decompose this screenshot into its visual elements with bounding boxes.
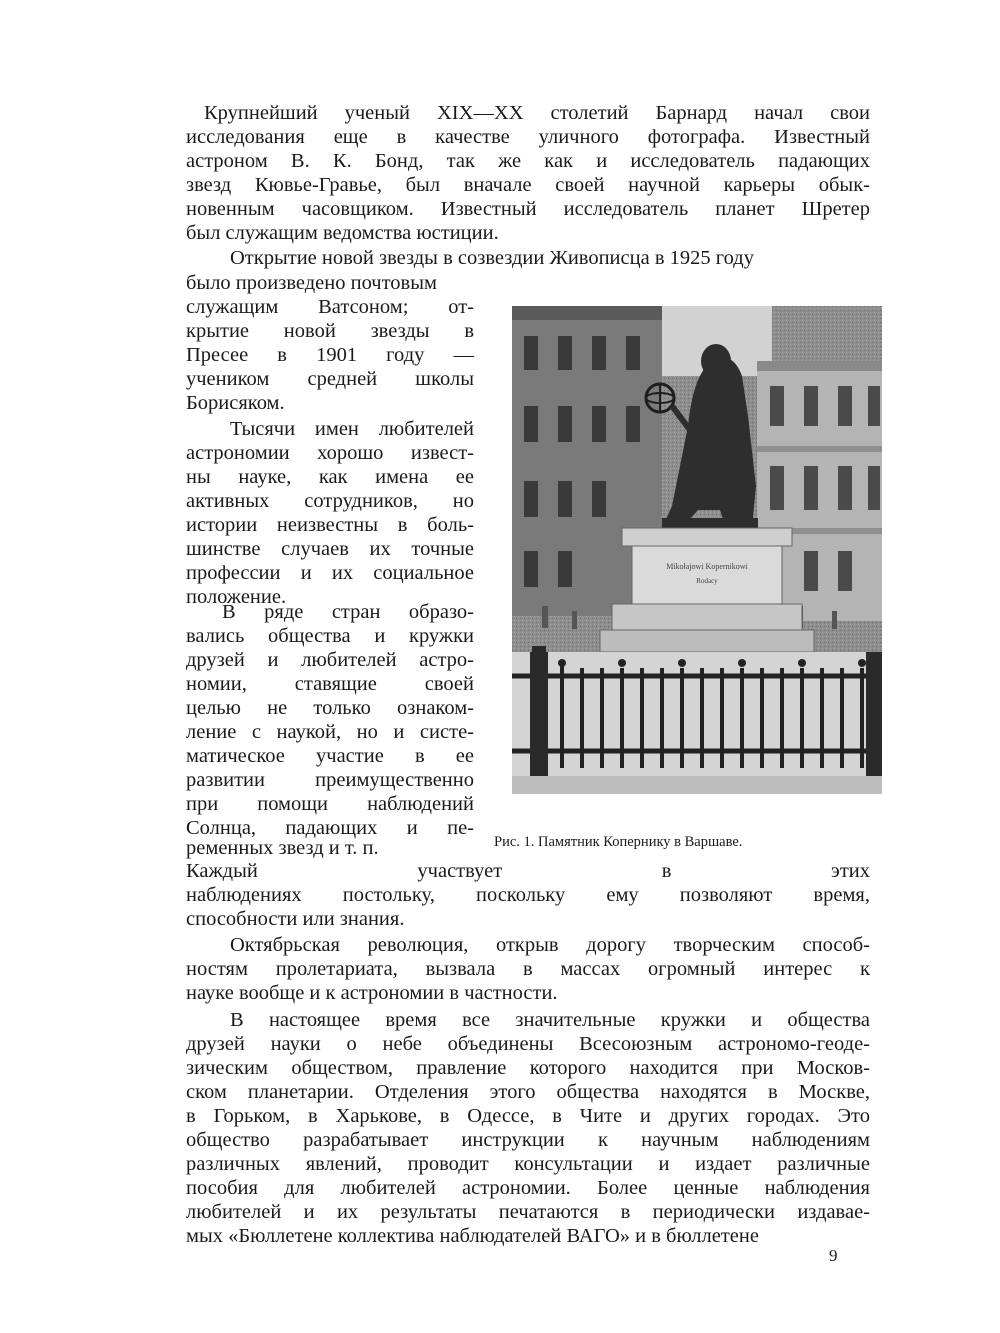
- text-line: ление с наукой, но и систе-: [186, 721, 474, 743]
- text-line: друзей и любителей астро-: [186, 649, 474, 671]
- text-line: общество разрабатывает инструкции к научным наблюдениям: [186, 1129, 870, 1151]
- text-line: новенным часовщиком. Известный исследователь планет Шретер: [186, 198, 870, 220]
- page-number: 9: [829, 1246, 838, 1265]
- text-line: Каждый участвует в этих: [186, 860, 870, 882]
- text-line: ностям пролетариата, вызвала в массах огромный интерес к: [186, 958, 870, 980]
- text-line: истории неизвестны в боль-: [186, 514, 474, 536]
- text-line: Крупнейший ученый XIX—XX столетий Барнард начал свои: [204, 102, 870, 124]
- text-line: был служащим ведомства юстиции.: [186, 222, 499, 244]
- text-line: было произведено почтовым: [186, 272, 437, 294]
- text-line: исследования еще в качестве уличного фотографа. Известный: [186, 126, 870, 148]
- text-line: крытие новой звезды в: [186, 320, 474, 342]
- text-line: целью не только ознаком-: [186, 697, 474, 719]
- copernicus-monument-photo: [512, 306, 882, 794]
- text-line: Борисяком.: [186, 392, 285, 414]
- text-line: астрономии хорошо извест-: [186, 442, 474, 464]
- text-line: положение.: [186, 586, 287, 608]
- text-line: друзей науки о небе объединены Всесоюзным астрономо-геоде-: [186, 1033, 870, 1055]
- text-line: Открытие новой звезды в созвездии Живописца в 1925 году: [230, 247, 754, 269]
- text-line: звезд Кювье-Гравье, был вначале своей научной карьеры обык-: [186, 174, 870, 196]
- text-line: ременных звезд и т. п.: [186, 837, 379, 859]
- text-line: любителей и их результаты печатаются в периодически издавае-: [186, 1201, 870, 1223]
- text-line: различных явлений, проводит консультации и издает различные: [186, 1153, 870, 1175]
- text-line: матическое участие в ее: [186, 745, 474, 767]
- text-line: развитии преимущественно: [186, 769, 474, 791]
- text-line: Октябрьская революция, открыв дорогу творческим способ-: [230, 934, 870, 956]
- text-line: Пресее в 1901 году —: [186, 344, 474, 366]
- text-line: ском планетарии. Отделения этого общества находятся в Москве,: [186, 1081, 870, 1103]
- text-line: шинстве случаев их точные: [186, 538, 474, 560]
- text-line: профессии и их социальное: [186, 562, 474, 584]
- text-line: наблюдениях постольку, поскольку ему позволяют время,: [186, 884, 870, 906]
- text-line: активных сотрудников, но: [186, 490, 474, 512]
- figure-caption: Рис. 1. Памятник Копернику в Варшаве.: [494, 834, 743, 850]
- text-line: вались общества и кружки: [186, 625, 474, 647]
- text-line: астроном В. К. Бонд, так же как и исследователь падающих: [186, 150, 870, 172]
- pedestal-inscription-line: Rodacy: [696, 577, 718, 585]
- pedestal-inscription-line: Mikołajowi Kopernikowi: [666, 562, 748, 571]
- text-line: пособия для любителей астрономии. Более ценные наблюдения: [186, 1177, 870, 1199]
- text-line: мых «Бюллетене коллектива наблюдателей ВАГО» и в бюллетене: [186, 1225, 759, 1247]
- text-line: способности или знания.: [186, 908, 405, 930]
- text-line: науке вообще и к астрономии в частности.: [186, 982, 558, 1004]
- text-line: в Горьком, в Харькове, в Одессе, в Чите и других городах. Это: [186, 1105, 870, 1127]
- text-line: Тысячи имен любителей: [230, 418, 474, 440]
- text-line: ны науке, как имена ее: [186, 466, 474, 488]
- text-line: В ряде стран образо-: [222, 601, 474, 623]
- text-line: Солнца, падающих и пе-: [186, 817, 474, 839]
- text-line: служащим Ватсоном; от-: [186, 296, 474, 318]
- text-line: при помощи наблюдений: [186, 793, 474, 815]
- text-line: В настоящее время все значительные кружки и общества: [230, 1009, 870, 1031]
- text-line: зическим обществом, правление которого находится при Москов-: [186, 1057, 870, 1079]
- text-line: номии, ставящие своей: [186, 673, 474, 695]
- text-line: учеником средней школы: [186, 368, 474, 390]
